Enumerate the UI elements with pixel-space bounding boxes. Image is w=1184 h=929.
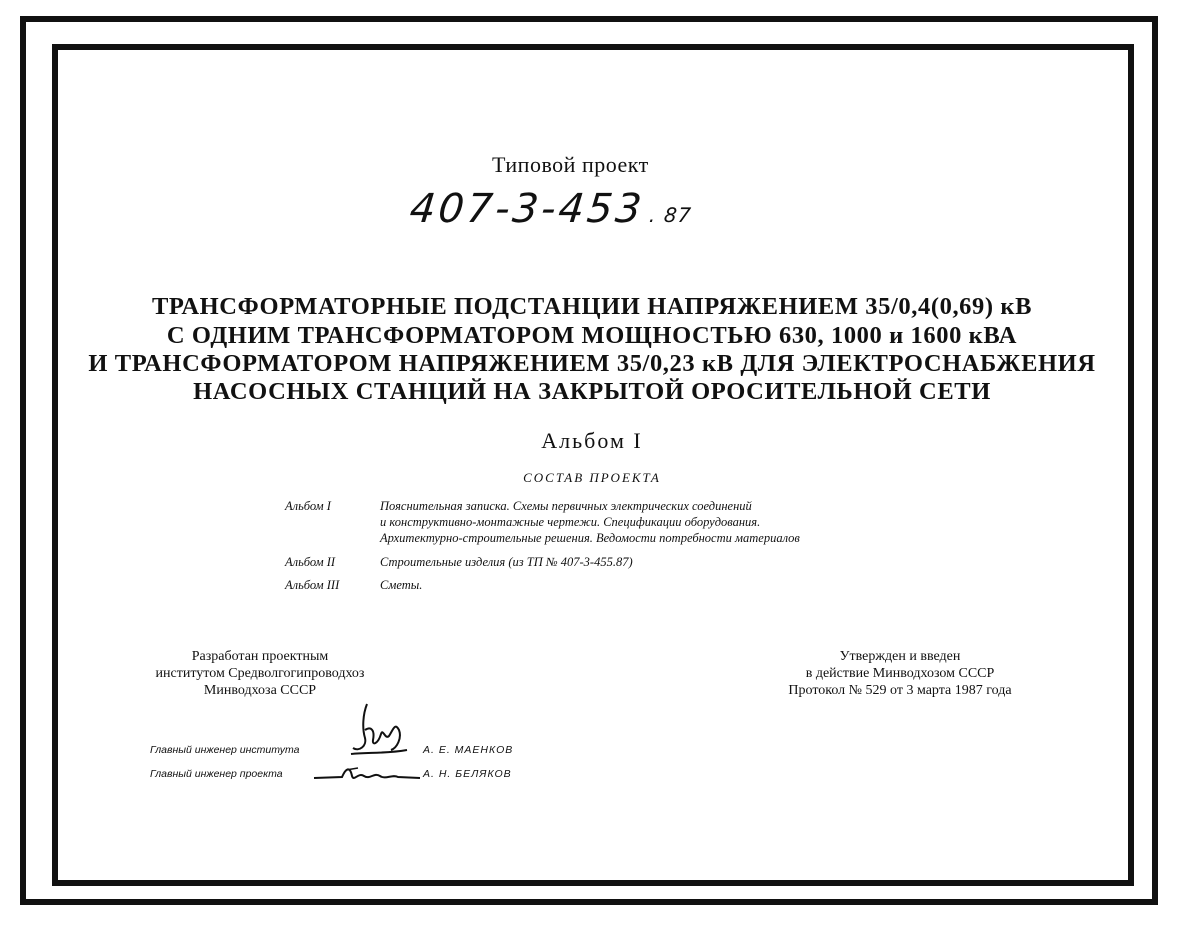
title-line-2: С ОДНИМ ТРАНСФОРМАТОРОМ МОЩНОСТЬЮ 630, 1000 и 1600 кВА bbox=[166, 322, 1018, 349]
project-number-main: 407-3-453 bbox=[407, 186, 647, 232]
document-label: Типовой проект bbox=[492, 152, 649, 177]
signature-role-2: Главный инженер проекта bbox=[150, 768, 283, 780]
project-number bbox=[408, 186, 695, 232]
signature-name-1: А. Е. МАЕНКОВ bbox=[423, 744, 514, 756]
approval-line-2: в действие Минводхозом СССР bbox=[805, 666, 995, 681]
approval-line-1: Утвержден и введен bbox=[839, 649, 961, 664]
approval-line-3: Протокол № 529 от 3 марта 1987 года bbox=[788, 683, 1012, 698]
signature-name-2: А. Н. БЕЛЯКОВ bbox=[423, 768, 512, 780]
handwritten-signature-2 bbox=[312, 762, 422, 786]
contents-album-2-label: Альбом II bbox=[285, 555, 336, 569]
title-line-1: ТРАНСФОРМАТОРНЫЕ ПОДСТАНЦИИ НАПРЯЖЕНИЕМ 35/0,4(0,69) кВ bbox=[151, 293, 1033, 320]
contents-album-3-line-1: Сметы. bbox=[380, 578, 423, 592]
handwritten-signature-1 bbox=[345, 700, 417, 762]
developer-line-3: Минводхоза СССР bbox=[203, 683, 317, 698]
approval-block bbox=[740, 648, 1060, 699]
album-heading: Альбом I bbox=[541, 428, 643, 453]
developer-line-2: институтом Средволгогипроводхоз bbox=[155, 666, 365, 681]
project-number-suffix: . 87 bbox=[648, 203, 693, 227]
developer-block bbox=[120, 648, 400, 699]
signature-role-1: Главный инженер института bbox=[150, 744, 300, 756]
title-line-3: И ТРАНСФОРМАТОРОМ НАПРЯЖЕНИЕМ 35/0,23 кВ ДЛЯ ЭЛЕКТРОСНАБЖЕНИЯ bbox=[88, 350, 1096, 377]
contents-album-1-line-2: и конструктивно-монтажные чертежи. Спецификации оборудования. bbox=[380, 515, 761, 529]
contents-album-2-line-1: Строительные изделия (из ТП № 407-3-455.87) bbox=[380, 555, 633, 569]
developer-line-1: Разработан проектным bbox=[191, 649, 329, 664]
contents-album-1-line-3: Архитектурно-строительные решения. Ведомости потребности материалов bbox=[380, 531, 800, 545]
contents-album-1-line-1: Пояснительная записка. Схемы первичных электрических соединений bbox=[380, 499, 752, 513]
contents-album-1-label: Альбом I bbox=[285, 499, 331, 513]
contents-album-3-label: Альбом III bbox=[285, 578, 340, 592]
contents-heading: СОСТАВ ПРОЕКТА bbox=[523, 470, 661, 485]
title-line-4: НАСОСНЫХ СТАНЦИЙ НА ЗАКРЫТОЙ ОРОСИТЕЛЬНОЙ СЕТИ bbox=[193, 378, 991, 405]
